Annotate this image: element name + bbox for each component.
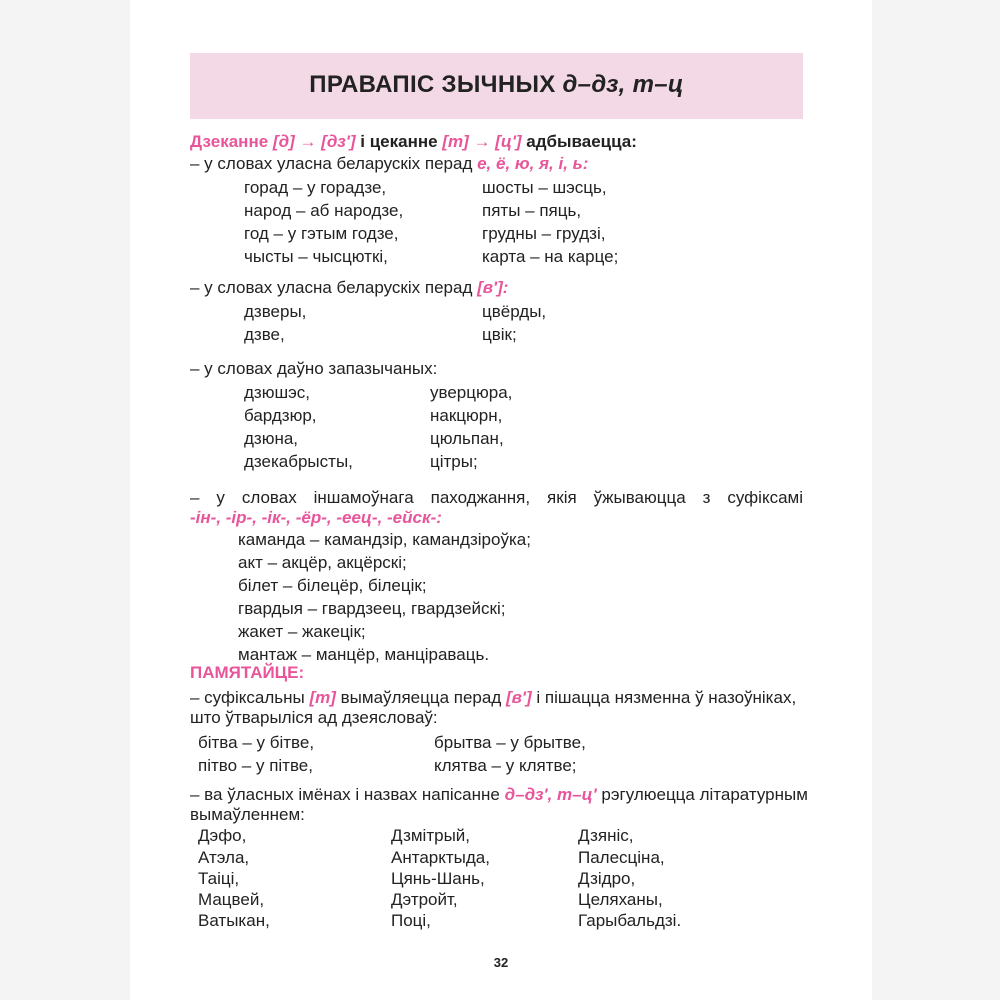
name-r5-c1: Ватыкан, xyxy=(198,911,270,930)
title-main: ПРАВАПІС ЗЫЧНЫХ xyxy=(309,71,556,98)
rule-phoneme1: [д] → [дз'] xyxy=(272,132,356,151)
name-r1-c1: Дэфо, xyxy=(198,826,247,845)
name-r1-c2: Дзмітрый, xyxy=(391,826,471,845)
s4-row1: каманда – камандзір, камандзіроўка; xyxy=(238,530,531,549)
name-r4-c2: Дэтройт, xyxy=(391,890,458,909)
s1-row4-right: карта – на карце; xyxy=(482,247,619,266)
s3-row4-right: цітры; xyxy=(430,452,478,471)
s3-row1-right: уверцюра, xyxy=(430,383,513,402)
r1-row2-left: пітво – у пітве, xyxy=(198,756,313,775)
page-number: 32 xyxy=(493,955,509,970)
s1-row1-left: горад – у горадзе, xyxy=(244,178,387,197)
section2-heading xyxy=(190,278,508,298)
section1-vowels: е, ё, ю, я, і, ь: xyxy=(477,154,589,173)
s1-row3-right: грудны – грудзі, xyxy=(482,224,606,243)
rule-phoneme2: [т] → [ц'] xyxy=(442,132,522,151)
name-r3-c1: Таіці, xyxy=(198,869,240,888)
r2-b: рэгулюецца літаратурным xyxy=(601,785,808,804)
s1-row4-left: чысты – чысцюткі, xyxy=(244,247,388,266)
s1-row3-left: год – у гэтым годзе, xyxy=(244,224,399,243)
r1-t: [т] xyxy=(309,688,336,707)
section3-heading: – у словах даўно запазычаных: xyxy=(190,359,438,378)
name-r3-c2: Цянь-Шань, xyxy=(391,869,485,888)
s2-row1-left: дзверы, xyxy=(244,302,307,321)
page-title xyxy=(190,71,803,99)
s4-row6: мантаж – манцёр, манціраваць. xyxy=(238,645,490,664)
name-r5-c2: Поці, xyxy=(391,911,431,930)
remember1-line2: што ўтварыліся ад дзеясловаў: xyxy=(190,708,438,727)
r1-v: [в'] xyxy=(506,688,532,707)
name-r2-c2: Антарктыда, xyxy=(391,848,490,867)
s4-row3: білет – білецёр, білецік; xyxy=(238,576,427,595)
r2-letters: д–дз', т–ц' xyxy=(504,785,597,804)
name-r3-c3: Дзідро, xyxy=(578,869,636,888)
remember-heading: ПАМЯТАЙЦЕ: xyxy=(190,663,305,682)
r2-a: – ва ўласных імёнах і назвах напісанне xyxy=(190,785,500,804)
section1-heading xyxy=(190,154,588,174)
rule-part3: адбываецца: xyxy=(526,132,637,151)
s3-row3-left: дзюна, xyxy=(244,429,299,448)
r1-b: вымаўляецца перад xyxy=(340,688,502,707)
s3-row3-right: цюльпан, xyxy=(430,429,504,448)
section2-text: – у словах уласна беларускіх перад xyxy=(190,278,473,297)
s3-row1-left: дзюшэс, xyxy=(244,383,310,402)
r1-c: і пішацца нязменна ў назоўніках, xyxy=(536,688,797,707)
name-r2-c1: Атэла, xyxy=(198,848,250,867)
s2-row2-left: дзве, xyxy=(244,325,285,344)
r1-a: – суфіксальны xyxy=(190,688,305,707)
s2-row2-right: цвік; xyxy=(482,325,517,344)
s4-row5: жакет – жакецік; xyxy=(238,622,366,641)
r1-row2-right: клятва – у клятве; xyxy=(434,756,577,775)
s1-row2-left: народ – аб народзе, xyxy=(244,201,404,220)
remember1-line1 xyxy=(190,688,796,708)
name-r4-c1: Мацвей, xyxy=(198,890,265,909)
section2-sound: [в']: xyxy=(477,278,509,297)
s2-row1-right: цвёрды, xyxy=(482,302,547,321)
page xyxy=(130,0,872,1000)
section1-text: – у словах уласна беларускіх перад xyxy=(190,154,473,173)
rule-heading xyxy=(190,132,637,152)
r1-row1-right: брытва – у брытве, xyxy=(434,733,586,752)
remember2-line2: вымаўленнем: xyxy=(190,805,305,824)
s3-row2-left: бардзюр, xyxy=(244,406,317,425)
s4-row4: гвардыя – гвардзеец, гвардзейскі; xyxy=(238,599,506,618)
s3-row2-right: накцюрн, xyxy=(430,406,503,425)
remember2-line1 xyxy=(190,785,808,805)
section4-suffixes: -ін-, -ір-, -ік-, -ёр-, -еец-, -ейск-: xyxy=(190,508,442,527)
name-r5-c3: Гарыбальдзі. xyxy=(578,911,682,930)
rule-part1: Дзеканне xyxy=(190,132,269,151)
r1-row1-left: бітва – у бітве, xyxy=(198,733,315,752)
section4-line1: – у словах іншамоўнага паходжання, якія ўжываюцца з суфіксамі xyxy=(190,488,803,507)
name-r2-c3: Палесціна, xyxy=(578,848,665,867)
name-r4-c3: Целяханы, xyxy=(578,890,663,909)
title-letters: д–дз, т–ц xyxy=(562,71,684,98)
rule-part2: і цеканне xyxy=(360,132,438,151)
s1-row1-right: шосты – шэсць, xyxy=(482,178,607,197)
s1-row2-right: пяты – пяць, xyxy=(482,201,582,220)
name-r1-c3: Дзяніс, xyxy=(578,826,634,845)
title-band xyxy=(190,53,803,119)
s4-row2: акт – акцёр, акцёрскі; xyxy=(238,553,407,572)
s3-row4-left: дзекабрысты, xyxy=(244,452,353,471)
